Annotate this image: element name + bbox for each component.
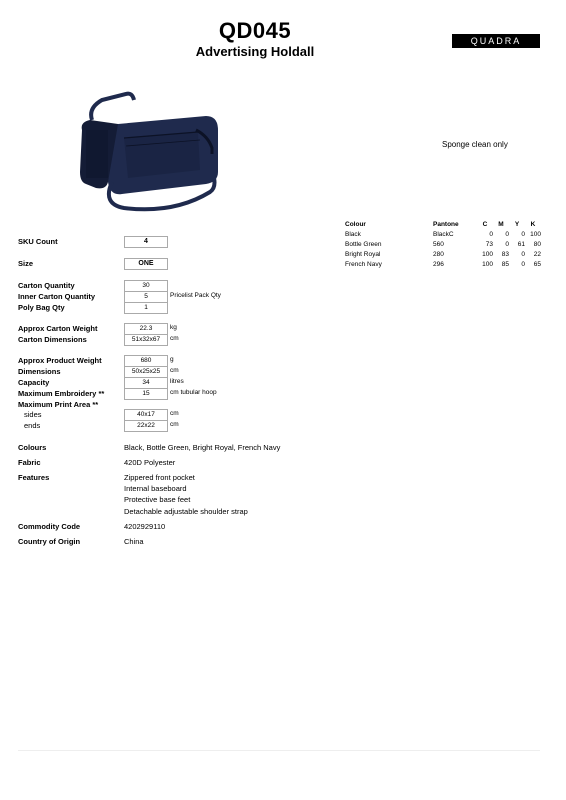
colour-table <box>345 220 541 269</box>
dimensions-value: 50x25x25 <box>124 366 168 378</box>
pantone-value: 560 <box>433 240 444 248</box>
ends-unit: cm <box>170 421 179 428</box>
features-label: Features <box>18 473 50 482</box>
feature-item: Protective base feet <box>124 495 191 504</box>
y-value: 0 <box>521 230 525 238</box>
c-value: 100 <box>482 260 493 268</box>
c-value: 0 <box>489 230 493 238</box>
m-value: 0 <box>505 240 509 248</box>
max-print-area-label: Maximum Print Area ** <box>18 400 99 409</box>
country-of-origin-value: China <box>124 537 144 546</box>
c-header: C <box>482 221 488 228</box>
carton-quantity-value: 30 <box>124 280 168 292</box>
inner-carton-quantity-value: 5 <box>124 291 168 303</box>
sku-count-value: 4 <box>124 236 168 248</box>
table-row <box>345 239 541 249</box>
inner-carton-quantity-note: Pricelist Pack Qty <box>170 292 221 299</box>
carton-dimensions-label: Carton Dimensions <box>18 335 87 344</box>
pantone-value: 296 <box>433 260 444 268</box>
care-instructions: Sponge clean only <box>442 140 508 149</box>
product-code: QD045 <box>218 18 292 43</box>
footer-divider <box>18 750 540 751</box>
poly-bag-qty-label: Poly Bag Qty <box>18 303 65 312</box>
k-value: 65 <box>533 260 541 268</box>
carton-dimensions-unit: cm <box>170 335 179 342</box>
colour-table-header-row <box>345 220 541 229</box>
approx-carton-weight-unit: kg <box>170 324 177 331</box>
pantone-header: Pantone <box>433 221 459 228</box>
m-value: 83 <box>501 250 509 258</box>
inner-carton-quantity-label: Inner Carton Quantity <box>18 292 96 301</box>
dimensions-label: Dimensions <box>18 367 61 376</box>
max-embroidery-label: Maximum Embroidery ** <box>18 389 105 398</box>
size-value: ONE <box>124 258 168 270</box>
pantone-value: BlackC <box>433 230 454 238</box>
table-row <box>345 259 541 269</box>
c-value: 73 <box>485 240 493 248</box>
colours-value: Black, Bottle Green, Bright Royal, French Navy <box>124 443 281 452</box>
approx-product-weight-label: Approx Product Weight <box>18 356 102 365</box>
capacity-label: Capacity <box>18 378 50 387</box>
m-value: 85 <box>501 260 509 268</box>
feature-item: Internal baseboard <box>124 484 187 493</box>
ends-label: ends <box>24 421 41 430</box>
product-name: Advertising Holdall <box>195 44 315 59</box>
feature-item: Detachable adjustable shoulder strap <box>124 507 248 516</box>
size-label: Size <box>18 259 34 268</box>
capacity-value: 34 <box>124 377 168 389</box>
carton-dimensions-value: 51x32x67 <box>124 334 168 346</box>
approx-carton-weight-label: Approx Carton Weight <box>18 324 98 333</box>
colour-name: French Navy <box>345 260 382 268</box>
commodity-code-label: Commodity Code <box>18 522 81 531</box>
approx-product-weight-value: 680 <box>124 355 168 367</box>
carton-quantity-label: Carton Quantity <box>18 281 75 290</box>
holdall-bag-image <box>78 86 218 216</box>
m-value: 0 <box>505 230 509 238</box>
approx-product-weight-unit: g <box>170 356 174 363</box>
k-value: 100 <box>530 230 541 238</box>
feature-item: Zippered front pocket <box>124 473 195 482</box>
fabric-value: 420D Polyester <box>124 458 176 467</box>
m-header: M <box>498 221 504 228</box>
table-row <box>345 229 541 239</box>
y-value: 0 <box>521 260 525 268</box>
colour-name: Bright Royal <box>345 250 381 258</box>
sides-label: sides <box>24 410 42 419</box>
sides-unit: cm <box>170 410 179 417</box>
colour-header: Colour <box>345 221 366 228</box>
y-value: 61 <box>517 240 525 248</box>
sides-value: 40x17 <box>124 409 168 421</box>
table-row <box>345 249 541 259</box>
y-value: 0 <box>521 250 525 258</box>
max-embroidery-value: 15 <box>124 388 168 400</box>
poly-bag-qty-value: 1 <box>124 302 168 314</box>
k-header: K <box>530 221 536 228</box>
quadra-logo: QUADRA <box>452 34 540 48</box>
pantone-value: 280 <box>433 250 444 258</box>
commodity-code-value: 4202929110 <box>124 522 166 531</box>
colours-label: Colours <box>18 443 47 452</box>
dimensions-unit: cm <box>170 367 179 374</box>
colour-name: Black <box>345 230 361 238</box>
country-of-origin-label: Country of Origin <box>18 537 81 546</box>
sku-count-label: SKU Count <box>18 237 58 246</box>
k-value: 22 <box>533 250 541 258</box>
colour-name: Bottle Green <box>345 240 382 248</box>
max-embroidery-unit: cm tubular hoop <box>170 389 217 396</box>
k-value: 80 <box>533 240 541 248</box>
approx-carton-weight-value: 22.3 <box>124 323 168 335</box>
fabric-label: Fabric <box>18 458 41 467</box>
y-header: Y <box>514 221 520 228</box>
c-value: 100 <box>482 250 493 258</box>
ends-value: 22x22 <box>124 420 168 432</box>
capacity-unit: litres <box>170 378 184 385</box>
